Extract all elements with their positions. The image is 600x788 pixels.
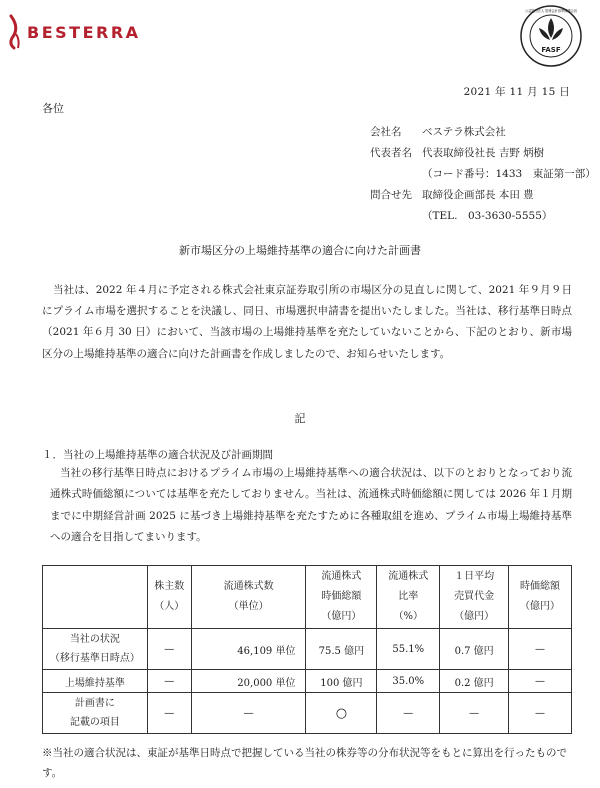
header-line: 売買代金: [454, 591, 495, 602]
issuer-label-blank: [370, 164, 422, 185]
table-row: [43, 693, 572, 734]
document-title: 新市場区分の上場維持基準の適合に向けた計画書: [179, 244, 421, 257]
header-line: １日平均: [454, 571, 495, 582]
table-cell: —: [147, 693, 191, 734]
row-label-cell: [43, 670, 148, 693]
table-header-cell: [147, 566, 191, 629]
table-cell: 100 億円: [306, 670, 377, 693]
header-line: 流通株式: [321, 571, 362, 582]
table-cell: 0.2 億円: [440, 670, 509, 693]
addressee: 各位: [42, 102, 64, 115]
table-header-cell: [191, 566, 306, 629]
table-cell: ○: [306, 693, 377, 734]
header-line: 時価総額: [321, 591, 362, 602]
document-date: 2021 年 11 月 15 日: [463, 86, 570, 98]
section-heading: １．当社の上場維持基準の適合状況及び計画期間: [42, 449, 273, 461]
logo-mark-icon: [8, 14, 22, 50]
issuer-label: 代表者名: [370, 147, 412, 159]
table-header-cell: [306, 566, 377, 629]
issuer-company-row: [370, 122, 596, 143]
issuer-value: 代表取締役社長 吉野 炳樹: [422, 147, 545, 159]
table-cell: —: [440, 693, 509, 734]
issuer-label: 問合せ先: [370, 189, 412, 201]
issuer-value: 取締役企画部長 本田 豊: [422, 189, 534, 201]
issuer-representative-row: [370, 143, 596, 164]
header-line: （億円）: [321, 611, 362, 622]
table-cell: —: [147, 670, 191, 693]
fasf-seal-icon: [519, 4, 583, 68]
footnote: ※当社の適合状況は、東証が基準日時点で把握している当社の株券等の分布状況等をもとに算出を行ったものです。: [42, 747, 567, 779]
issuer-value: （コード番号：1433 東証第一部）: [422, 168, 596, 180]
table-cell: —: [377, 693, 440, 734]
table-header-cell: [43, 566, 148, 629]
company-logo-text: BESTERRA: [27, 22, 141, 42]
header-line: 比率: [398, 591, 419, 602]
company-logo: [8, 14, 141, 50]
issuer-contact-row: [370, 185, 596, 206]
table-cell: 35.0%: [377, 670, 440, 693]
header-line: （%）: [393, 611, 424, 622]
table-cell: —: [509, 629, 572, 670]
table-row: [43, 629, 572, 670]
table-cell: 75.5 億円: [306, 629, 377, 670]
compliance-table: [42, 565, 572, 734]
row-label: 計画書に: [74, 698, 115, 709]
intro-paragraph: 当社は、2022 年４月に予定される株式会社東京証券取引所の市場区分の見直しに関して、2021 年９月９日にプライム市場を選択することを決議し、同日、市場選択申請書を提出いたしました。当社は、移行基準日時点（2021 年６月 30 日）において、当該市場の上場維持基準を充たしていないことから、下記のとおり、新市場区分の上場維持基準の適合に向けた計画書を作成しましたので、お知らせいたします。: [42, 284, 572, 360]
row-label: 記載の項目: [69, 717, 120, 728]
header-line: （億円）: [454, 611, 495, 622]
section-body: 当社の移行基準日時点におけるプライム市場の上場維持基準への適合状況は、以下のとおりとなっており流通株式時価総額については基準を充たしておりません。当社は、流通株式時価総額に関しては 2026 年１月期までに中期経営計画 2025 に基づき上場維持基準を充たすために各種取組を進め、プライム市場上場維持基準への適合を目指してまいります。: [50, 467, 572, 544]
seal-text: FASF: [541, 46, 561, 54]
table-cell: —: [147, 629, 191, 670]
issuer-value: （TEL. 03-3630-5555）: [422, 210, 553, 222]
row-label: 上場維持基準: [64, 677, 125, 689]
table-header-row: [43, 566, 572, 629]
issuer-tel-row: [370, 206, 596, 227]
header-line: 株主数: [154, 581, 185, 592]
seal-caption: 公益財団法人 財務会計基準機構会員: [524, 9, 578, 13]
table-row: [43, 670, 572, 693]
table-cell: —: [191, 693, 306, 734]
issuer-code-row: [370, 164, 596, 185]
table-cell: —: [509, 693, 572, 734]
issuer-value: ベステラ株式会社: [422, 126, 506, 138]
table-header-cell: [377, 566, 440, 629]
row-label-cell: [43, 629, 148, 670]
row-label: （移行基準日時点）: [49, 653, 140, 664]
header-line: 流通株式数: [223, 581, 274, 592]
header-line: （単位）: [228, 601, 269, 612]
header-line: 流通株式: [388, 571, 429, 582]
table-cell: 55.1%: [377, 629, 440, 670]
row-label-cell: [43, 693, 148, 734]
issuer-block: [370, 122, 596, 227]
table-header-cell: [509, 566, 572, 629]
table-header-cell: [440, 566, 509, 629]
table-cell: —: [509, 670, 572, 693]
header-line: 時価総額: [520, 581, 561, 592]
issuer-label: 会社名: [370, 126, 402, 138]
table-cell: 20,000 単位: [191, 670, 306, 693]
header-line: （人）: [154, 601, 185, 612]
row-label: 当社の状況: [69, 634, 120, 645]
ki-heading: 記: [294, 412, 306, 425]
table-cell: 0.7 億円: [440, 629, 509, 670]
issuer-label-blank: [370, 206, 422, 227]
header-line: （億円）: [520, 601, 561, 612]
table-cell: 46,109 単位: [191, 629, 306, 670]
